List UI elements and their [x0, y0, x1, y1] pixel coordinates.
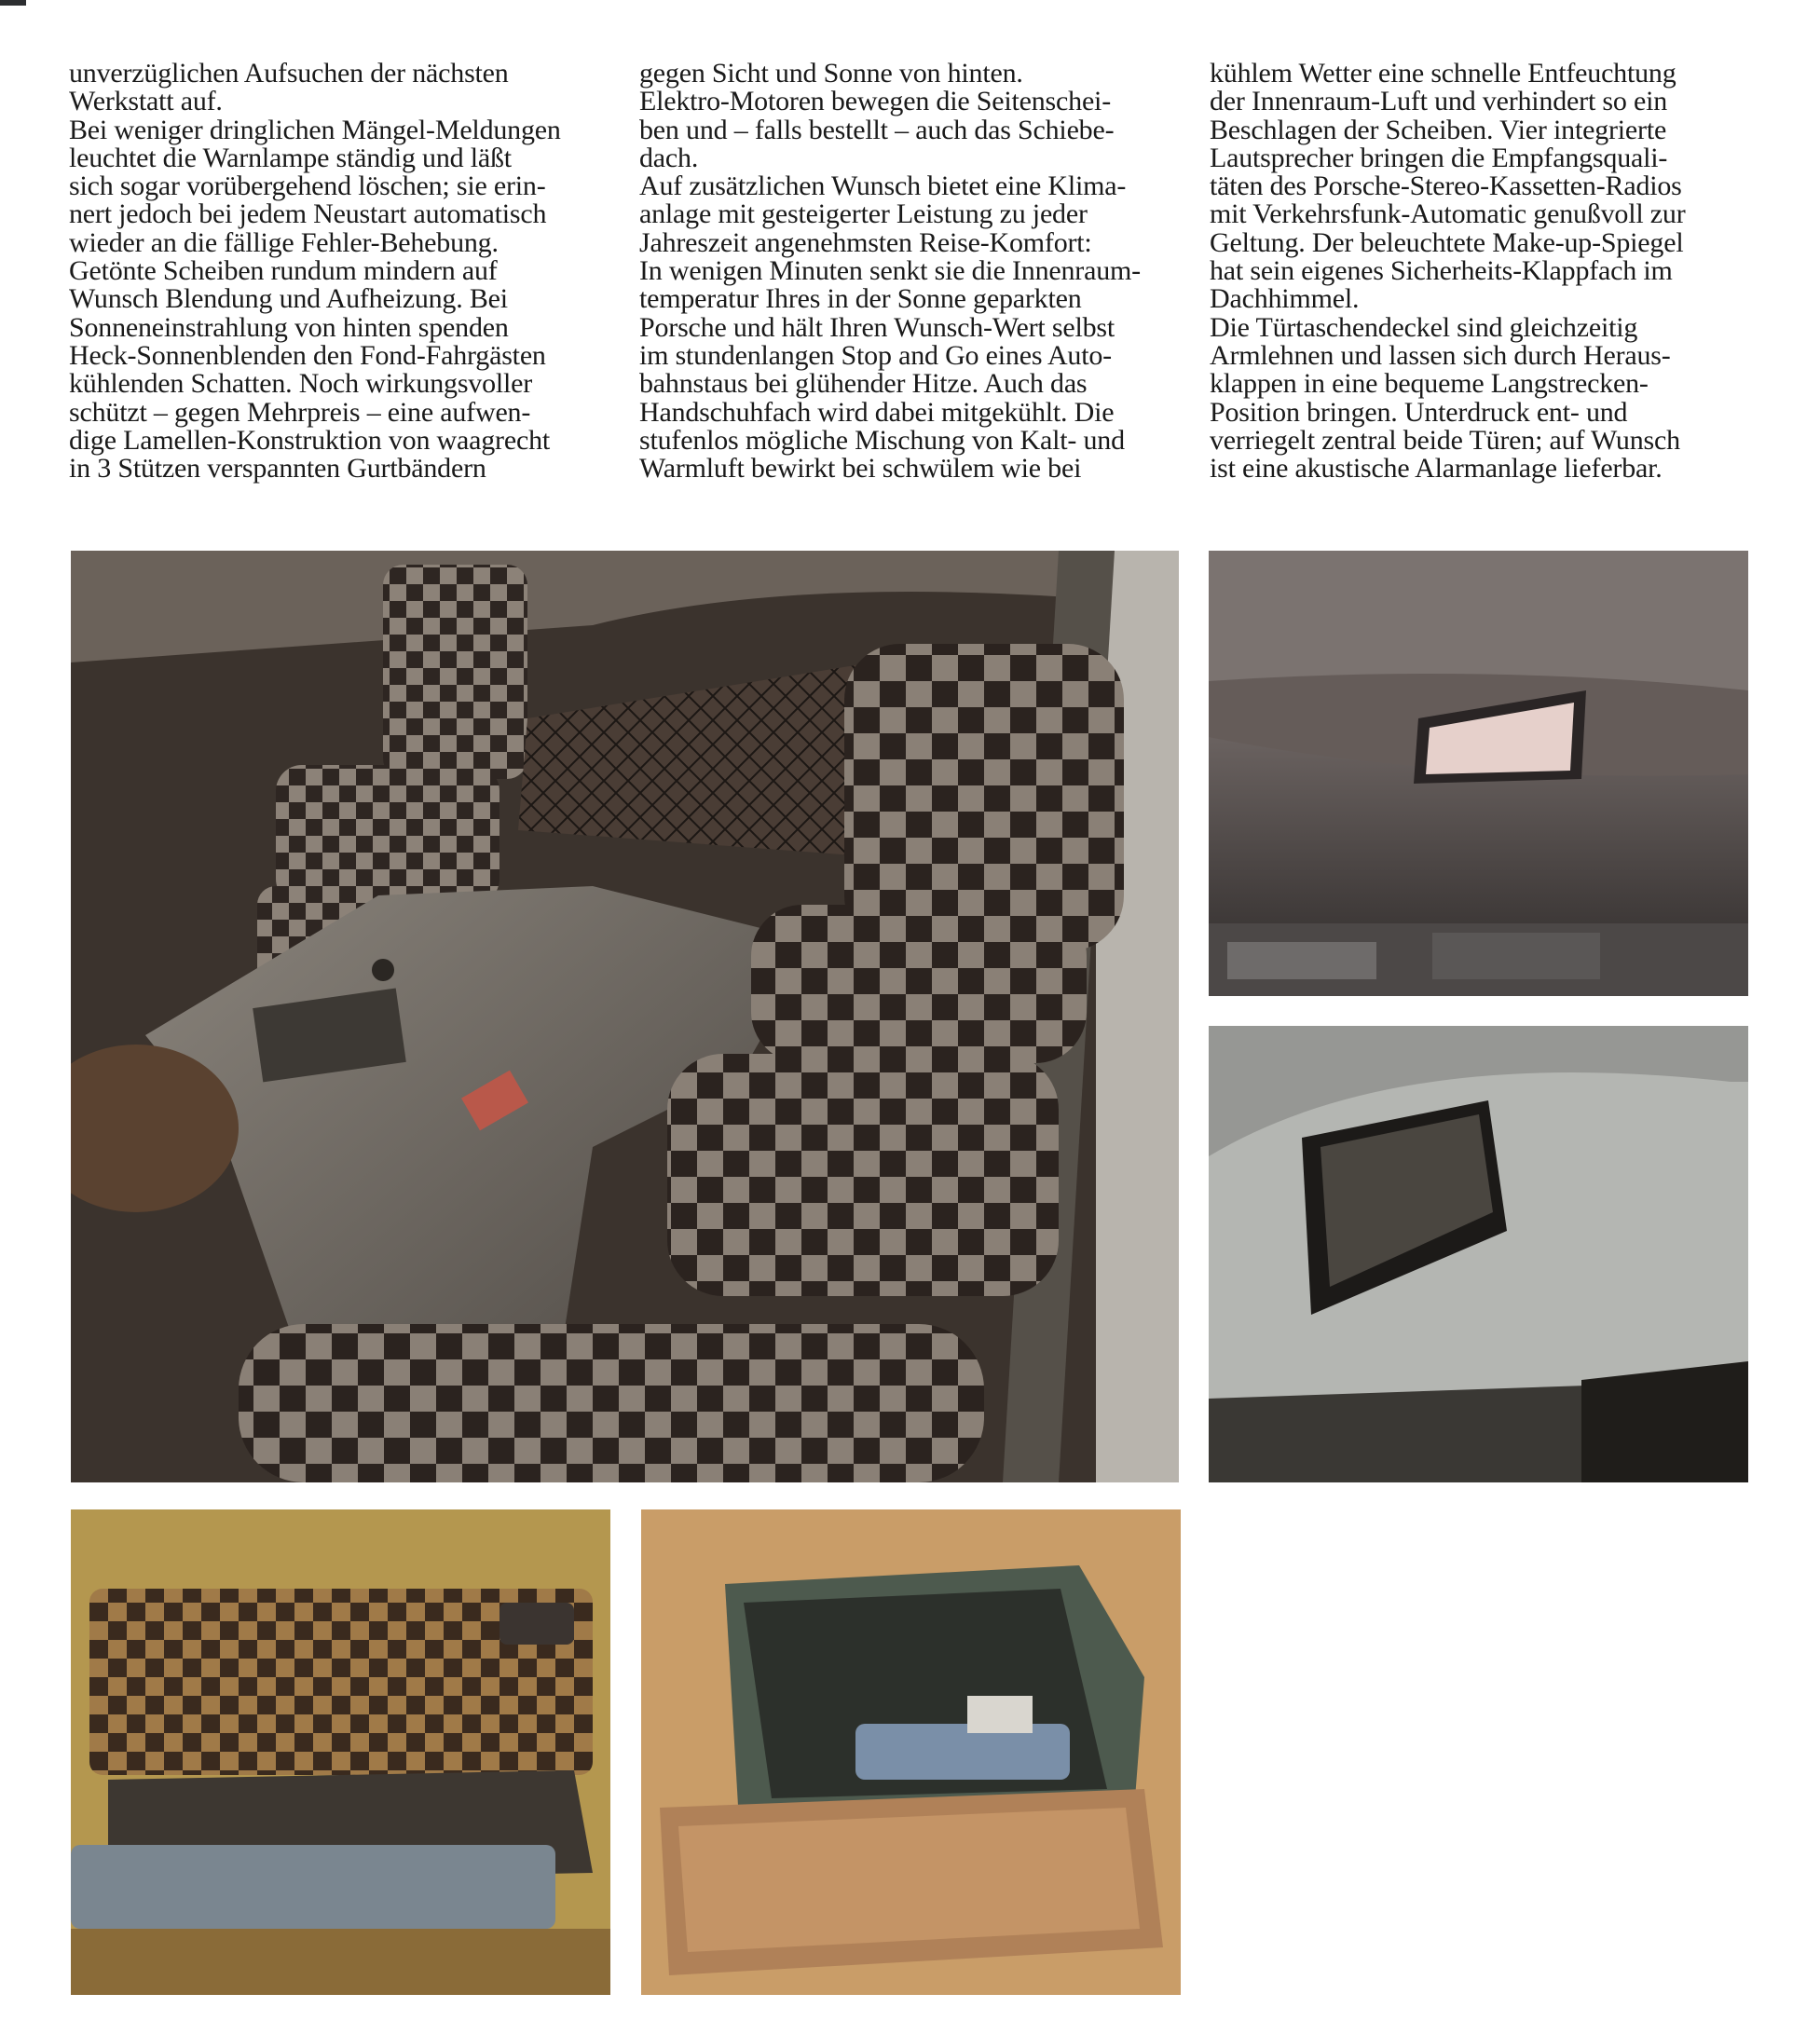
text-line: Auf zusätzlichen Wunsch bietet eine Klima-: [639, 171, 1127, 202]
text-line: ist eine akustische Alarmanlage lieferbar.: [1210, 453, 1663, 485]
makeup-mirror-photo: [1209, 551, 1748, 996]
door-armrest-photo: [71, 1509, 610, 1995]
text-line: sich sogar vorübergehend löschen; sie erin-: [69, 171, 546, 202]
text-line: Lautsprecher bringen die Empfangsquali-: [1210, 142, 1668, 173]
text-line: kühlem Wetter eine schnelle Entfeuchtung: [1210, 58, 1676, 89]
text-line: Bei weniger dringlichen Mängel-Meldungen: [69, 114, 561, 145]
text-line: im stundenlangen Stop and Go eines Auto-: [639, 339, 1112, 371]
text-line: Handschuhfach wird dabei mitgekühlt. Die: [639, 396, 1115, 428]
text-line: klappen in eine bequeme Langstrecken-: [1210, 368, 1649, 400]
text-line: Position bringen. Unterdruck ent- und: [1210, 396, 1628, 428]
text-line: nert jedoch bei jedem Neustart automatisch: [69, 198, 547, 230]
text-line: Elektro-Motoren bewegen die Seitenschei-: [639, 86, 1111, 117]
text-line: hat sein eigenes Sicherheits-Klappfach im: [1210, 255, 1673, 287]
text-line: Porsche und hält Ihren Wunsch-Wert selbst: [639, 311, 1115, 343]
text-line: Warmluft bewirkt bei schwülem wie bei: [639, 453, 1082, 485]
text-line: bahnstaus bei glühender Hitze. Auch das: [639, 368, 1088, 400]
text-line: leuchtet die Warnlampe ständig und läßt: [69, 142, 512, 173]
rear-interior-photo: [71, 551, 1179, 1482]
text-line: der Innenraum-Luft und verhindert so ein: [1210, 86, 1667, 117]
text-line: dige Lamellen-Konstruktion von waagrecht: [69, 424, 551, 456]
text-line: Beschlagen der Scheiben. Vier integrierte: [1210, 114, 1667, 145]
text-line: Die Türtaschendeckel sind gleichzeitig: [1210, 311, 1638, 343]
text-line: verriegelt zentral beide Türen; auf Wunsch: [1210, 424, 1680, 456]
text-line: In wenigen Minuten senkt sie die Innenraum-: [639, 255, 1141, 287]
text-line: Wunsch Blendung und Aufheizung. Bei: [69, 283, 508, 315]
text-line: Dachhimmel.: [1210, 283, 1360, 315]
text-line: gegen Sicht und Sonne von hinten.: [639, 58, 1023, 89]
text-line: Heck-Sonnenblenden den Fond-Fahrgästen: [69, 339, 546, 371]
text-line: kühlenden Schatten. Noch wirkungsvoller: [69, 368, 533, 400]
text-line: Jahreszeit angenehmsten Reise-Komfort:: [639, 226, 1092, 258]
text-column-3: [1210, 60, 1769, 483]
text-line: anlage mit gesteigerter Leistung zu jeder: [639, 198, 1088, 230]
glovebox-photo: [641, 1509, 1181, 1995]
text-line: mit Verkehrsfunk-Automatic genußvoll zur: [1210, 198, 1686, 230]
text-column-2: [639, 60, 1198, 483]
text-line: Getönte Scheiben rundum mindern auf: [69, 255, 498, 287]
text-line: Armlehnen und lassen sich durch Heraus-: [1210, 339, 1671, 371]
text-line: Geltung. Der beleuchtete Make-up-Spiegel: [1210, 226, 1684, 258]
sunroof-photo: [1209, 1026, 1748, 1482]
text-line: Sonneneinstrahlung von hinten spenden: [69, 311, 509, 343]
text-line: täten des Porsche-Stereo-Kassetten-Radios: [1210, 171, 1682, 202]
text-line: unverzüglichen Aufsuchen der nächsten: [69, 58, 509, 89]
text-line: ben und – falls bestellt – auch das Schiebe-: [639, 114, 1115, 145]
page-edge-mark: [0, 0, 26, 6]
text-line: temperatur Ihres in der Sonne geparkten: [639, 283, 1082, 315]
text-line: wieder an die fällige Fehler-Behebung.: [69, 226, 499, 258]
text-line: dach.: [639, 142, 699, 173]
text-column-1: [69, 60, 628, 483]
text-line: stufenlos mögliche Mischung von Kalt- und: [639, 424, 1125, 456]
text-line: in 3 Stützen verspannten Gurtbändern: [69, 453, 486, 485]
text-line: schützt – gegen Mehrpreis – eine aufwen-: [69, 396, 531, 428]
text-line: Werkstatt auf.: [69, 86, 223, 117]
